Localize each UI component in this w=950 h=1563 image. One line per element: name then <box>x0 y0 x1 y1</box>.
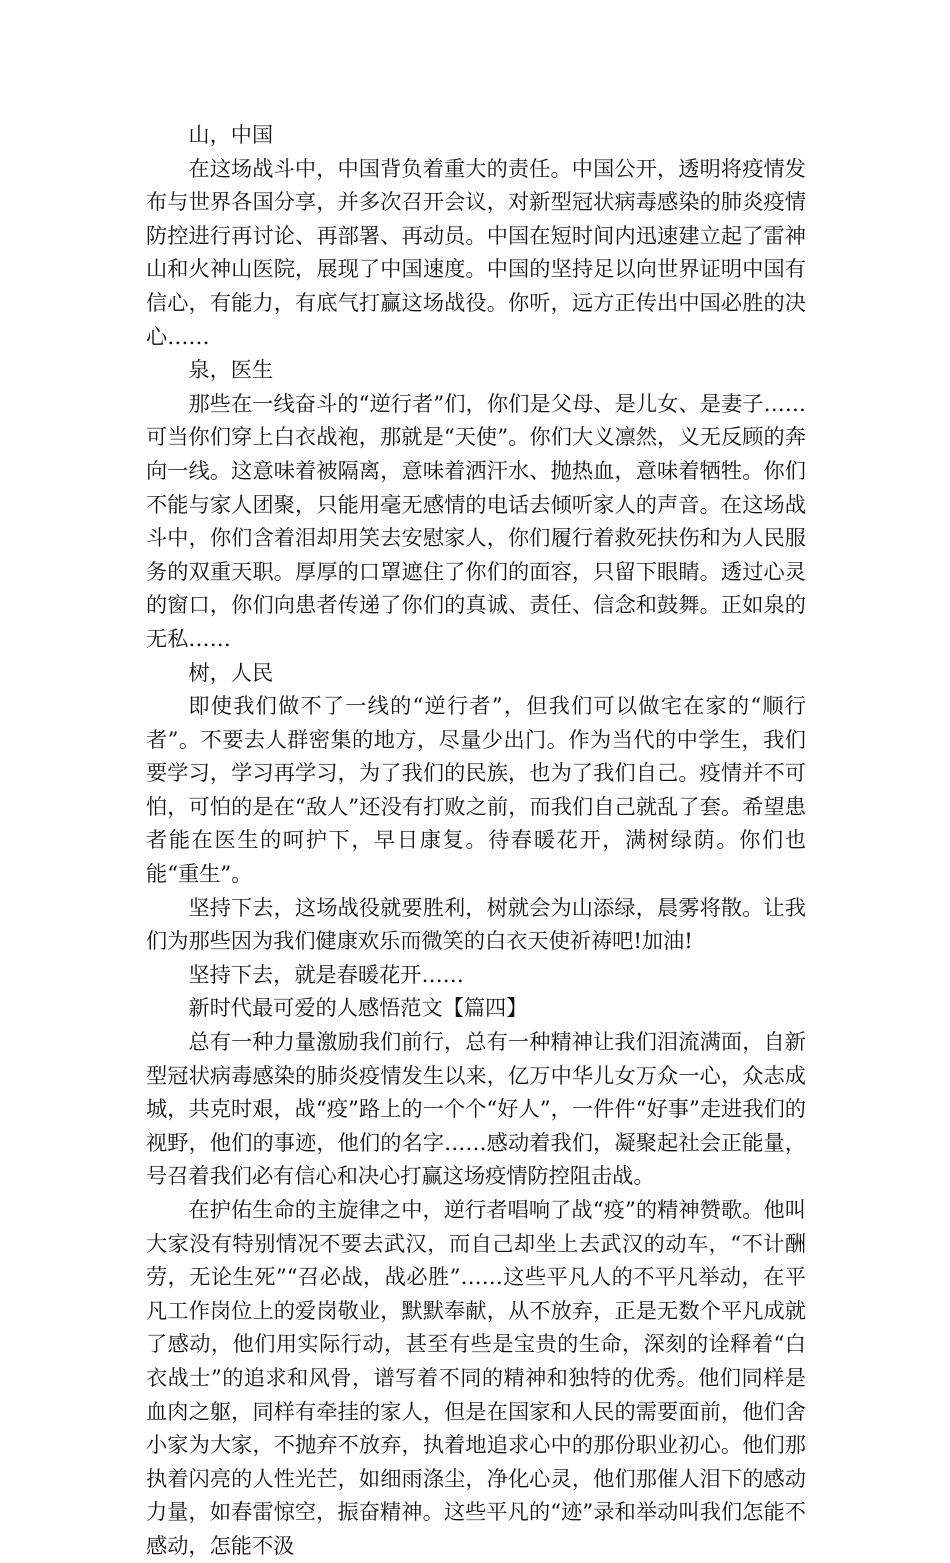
paragraph: 总有一种力量激励我们前行，总有一种精神让我们泪流满面，自新型冠状病毒感染的肺炎疫情发生以来，亿万中华儿女万众一心，众志成城，共克时艰，战“疫”路上的一个个“好人”，一件件“好事”走进我们的视野，他们的事迹，他们的名字……感动着我们，凝聚起社会正能量，号召着我们必有信心和决心打赢这场疫情防控阻击战。 <box>146 1029 806 1189</box>
section-heading-mountain: 山，中国 <box>188 122 274 147</box>
section-heading-spring: 泉，医生 <box>188 357 274 383</box>
paragraph: 那些在一线奋斗的“逆行者”们，你们是父母、是儿女、是妻子……可当你们穿上白衣战袍，那就是“天使”。你们大义凛然，义无反顾的奔向一线。这意味着被隔离，意味着洒汗水、抛热血，意味着牺牲。你们不能与家人团聚，只能用毫无感情的电话去倾听家人的声音。在这场战斗中，你们含着泪却用笑去安慰家人，你们履行着救死扶伤和为人民服务的双重天职。厚厚的口罩遮住了你们的面容，只留下眼睛。透过心灵的窗口，你们向患者传递了你们的真诚、责任、信念和鼓舞。正如泉的无私…… <box>146 390 806 651</box>
paragraph: 在这场战斗中，中国背负着重大的责任。中国公开，透明将疫情发布与世界各国分享，并多次召开会议，对新型冠状病毒感染的肺炎疫情防控进行再讨论、再部署、再动员。中国在短时间内迅速建立起了雷神山和火神山医院，展现了中国速度。中国的坚持足以向世界证明中国有信心，有能力，有底气打赢这场战役。你听，远方正传出中国必胜的决心…… <box>146 155 806 349</box>
section-heading-tree: 树，人民 <box>188 659 274 685</box>
paragraph: 坚持下去，就是春暖花开…… <box>188 961 464 987</box>
article-title: 新时代最可爱的人感悟范文【篇四】 <box>188 995 528 1021</box>
paragraph: 坚持下去，这场战役就要胜利，树就会为山添绿，晨雾将散。让我们为那些因为我们健康欢乐而微笑的白衣天使祈祷吧!加油! <box>146 894 806 954</box>
paragraph: 在护佑生命的主旋律之中，逆行者唱响了战“疫”的精神赞歌。他叫大家没有特别情况不要去武汉，而自己却坐上去武汉的动车，“不计酬劳，无论生死”“召必战，战必胜”……这些平凡人的不平凡举动，在平凡工作岗位上的爱岗敬业，默默奉献，从不放弃，正是无数个平凡成就了感动，他们用实际行动，甚至有些是宝贵的生命，深刻的诠释着“白衣战士”的追求和风骨，谱写着不同的精神和独特的优秀。他们同样是血肉之躯，同样有牵挂的家人，但是在国家和人民的需要面前，他们舍小家为大家，不抛弃不放弃，执着地追求心中的那份职业初心。他们那执着闪亮的人性光芒，如细雨涤尘，净化心灵，他们那催人泪下的感动力量，如春雷惊空，振奋精神。这些平凡的“迹”录和举动叫我们怎能不感动，怎能不汲 <box>146 1197 806 1558</box>
paragraph: 即使我们做不了一线的“逆行者”，但我们可以做宅在家的“顺行者”。不要去人群密集的地方，尽量少出门。作为当代的中学生，我们要学习，学习再学习，为了我们的民族，也为了我们自己。疫情并不可怕，可怕的是在“敌人”还没有打败之前，而我们自己就乱了套。希望患者能在医生的呵护下，早日康复。待春暖花开，满树绿荫。你们也能“重生”。 <box>146 693 806 887</box>
document-body <box>146 118 806 1563</box>
